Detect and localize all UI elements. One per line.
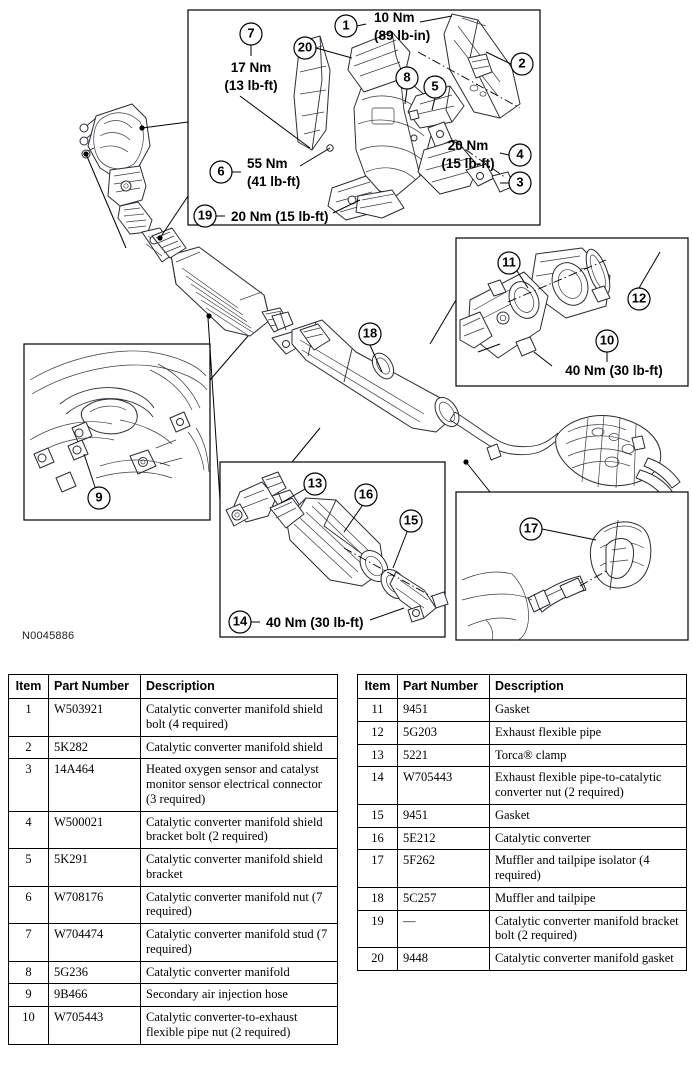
tailpipe-run — [450, 412, 558, 460]
cell-item: 6 — [9, 886, 49, 924]
detail-panel-top — [83, 10, 540, 248]
detail-panel-air-hose — [24, 336, 248, 520]
cell-description: Muffler and tailpipe — [490, 887, 687, 910]
cell-item: 2 — [9, 736, 49, 759]
cell-item: 15 — [358, 804, 398, 827]
cell-description: Exhaust flexible pipe — [490, 721, 687, 744]
cell-part-number: 5221 — [398, 744, 490, 767]
header-part-number: Part Number — [398, 675, 490, 699]
cell-item: 17 — [358, 850, 398, 888]
torque-6-line2: (41 lb-ft) — [247, 174, 301, 189]
cell-description: Exhaust flexible pipe-to-catalytic converter nut (2 required) — [490, 767, 687, 805]
callout-14-label: 14 — [232, 613, 248, 629]
table-row — [9, 961, 338, 984]
torque-4-line2: (15 lb-ft) — [441, 156, 495, 171]
table-row — [9, 849, 338, 887]
torque-1-line1: 10 Nm — [374, 10, 415, 25]
cell-part-number: W503921 — [49, 699, 141, 737]
cell-description: Catalytic converter — [490, 827, 687, 850]
table-row — [9, 811, 338, 849]
cell-part-number: W708176 — [49, 886, 141, 924]
cell-part-number: 5G203 — [398, 721, 490, 744]
table-row — [9, 1007, 338, 1045]
header-part-number: Part Number — [49, 675, 141, 699]
table-row — [9, 736, 338, 759]
cell-description: Catalytic converter manifold stud (7 required) — [141, 924, 338, 962]
detail-panel-flex-pipe — [430, 238, 688, 386]
cell-item: 4 — [9, 811, 49, 849]
torque-6-line1: 55 Nm — [247, 156, 288, 171]
callout-15-label: 15 — [403, 512, 419, 528]
cell-description: Catalytic converter manifold gasket — [490, 948, 687, 971]
cell-description: Gasket — [490, 699, 687, 722]
cell-item: 13 — [358, 744, 398, 767]
cell-part-number: 5E212 — [398, 827, 490, 850]
rear-muffler — [556, 415, 680, 500]
callout-12-label: 12 — [631, 290, 647, 306]
cell-part-number: W705443 — [398, 767, 490, 805]
cell-description: Catalytic converter manifold shield bolt (4 required) — [141, 699, 338, 737]
callout-2-label: 2 — [518, 55, 526, 71]
cell-part-number: 5G236 — [49, 961, 141, 984]
cell-item: 18 — [358, 887, 398, 910]
callout-16-label: 16 — [358, 486, 374, 502]
callout-5-label: 5 — [431, 78, 439, 94]
table-header-row — [9, 675, 338, 699]
callout-17-label: 17 — [523, 520, 539, 536]
cell-item: 14 — [358, 767, 398, 805]
cell-description: Catalytic converter manifold nut (7 required) — [141, 886, 338, 924]
cell-part-number: W705443 — [49, 1007, 141, 1045]
cell-description: Muffler and tailpipe isolator (4 required) — [490, 850, 687, 888]
cell-description: Catalytic converter manifold shield — [141, 736, 338, 759]
cell-item: 11 — [358, 699, 398, 722]
table-row — [358, 827, 687, 850]
torque-4-line1: 20 Nm — [447, 138, 489, 153]
table-row — [9, 984, 338, 1007]
callout-10-label: 10 — [599, 332, 615, 348]
cell-description: Torca® clamp — [490, 744, 687, 767]
callout-8-label: 8 — [403, 69, 411, 85]
cell-part-number: 14A464 — [49, 759, 141, 811]
callout-7-label: 7 — [247, 25, 255, 41]
torque-7-line2: (13 lb-ft) — [224, 78, 278, 93]
table-row — [9, 924, 338, 962]
cell-item: 1 — [9, 699, 49, 737]
header-item: Item — [9, 675, 49, 699]
cell-item: 5 — [9, 849, 49, 887]
table-header-row — [358, 675, 687, 699]
table-row — [358, 948, 687, 971]
table-row — [358, 887, 687, 910]
cell-part-number: 9451 — [398, 699, 490, 722]
callout-6-label: 6 — [217, 163, 225, 179]
callout-1-label: 1 — [342, 17, 350, 33]
cell-description: Catalytic converter manifold bracket bolt (2 required) — [490, 910, 687, 948]
cell-description: Catalytic converter-to-exhaust flexible pipe nut (2 required) — [141, 1007, 338, 1045]
cell-part-number: 9451 — [398, 804, 490, 827]
cell-item: 16 — [358, 827, 398, 850]
table-row — [9, 886, 338, 924]
cell-item: 10 — [9, 1007, 49, 1045]
cell-item: 20 — [358, 948, 398, 971]
cell-description: Heated oxygen sensor and catalyst monitor sensor electrical connector (3 required) — [141, 759, 338, 811]
mid-catalytic-converter — [152, 228, 300, 354]
figure-id-label: N0045886 — [22, 630, 75, 642]
torque-7-line1: 17 Nm — [230, 60, 272, 75]
cell-item: 19 — [358, 910, 398, 948]
torque-1-line2: (89 lb-in) — [374, 28, 431, 43]
callout-19-label: 19 — [197, 207, 213, 223]
cell-description: Catalytic converter manifold shield bracket bolt (2 required) — [141, 811, 338, 849]
header-description: Description — [490, 675, 687, 699]
cell-part-number: 9B466 — [49, 984, 141, 1007]
callout-4-label: 4 — [516, 146, 524, 162]
table-row — [358, 744, 687, 767]
callout-3-label: 3 — [516, 174, 524, 190]
table-row — [358, 699, 687, 722]
cell-item: 9 — [9, 984, 49, 1007]
table-row — [358, 804, 687, 827]
cell-part-number: W704474 — [49, 924, 141, 962]
cell-description: Gasket — [490, 804, 687, 827]
table-row — [9, 759, 338, 811]
table-row — [358, 850, 687, 888]
parts-table-left — [8, 674, 338, 1045]
cell-part-number: 5C257 — [398, 887, 490, 910]
cell-item: 3 — [9, 759, 49, 811]
callout-13-label: 13 — [307, 475, 323, 491]
header-description: Description — [141, 675, 338, 699]
cell-part-number: 5K291 — [49, 849, 141, 887]
torque-10: 40 Nm (30 lb-ft) — [565, 363, 663, 378]
header-item: Item — [358, 675, 398, 699]
cell-item: 8 — [9, 961, 49, 984]
cell-part-number: 5F262 — [398, 850, 490, 888]
cell-part-number: 9448 — [398, 948, 490, 971]
cell-part-number: 5K282 — [49, 736, 141, 759]
parts-table-right — [357, 674, 687, 971]
callout-18-label: 18 — [362, 325, 378, 341]
callout-20-label: 20 — [297, 39, 313, 55]
table-row — [358, 767, 687, 805]
callout-9-label: 9 — [95, 489, 103, 505]
cell-part-number: W500021 — [49, 811, 141, 849]
cell-item: 7 — [9, 924, 49, 962]
callout-11-label: 11 — [502, 254, 516, 270]
torque-14: 40 Nm (30 lb-ft) — [266, 615, 364, 630]
cell-description: Catalytic converter manifold shield bracket — [141, 849, 338, 887]
torque-19: 20 Nm (15 lb-ft) — [231, 209, 329, 224]
cell-part-number: — — [398, 910, 490, 948]
table-row — [358, 721, 687, 744]
table-row — [358, 910, 687, 948]
cell-item: 12 — [358, 721, 398, 744]
cell-description: Catalytic converter manifold — [141, 961, 338, 984]
cell-description: Secondary air injection hose — [141, 984, 338, 1007]
table-row — [9, 699, 338, 737]
